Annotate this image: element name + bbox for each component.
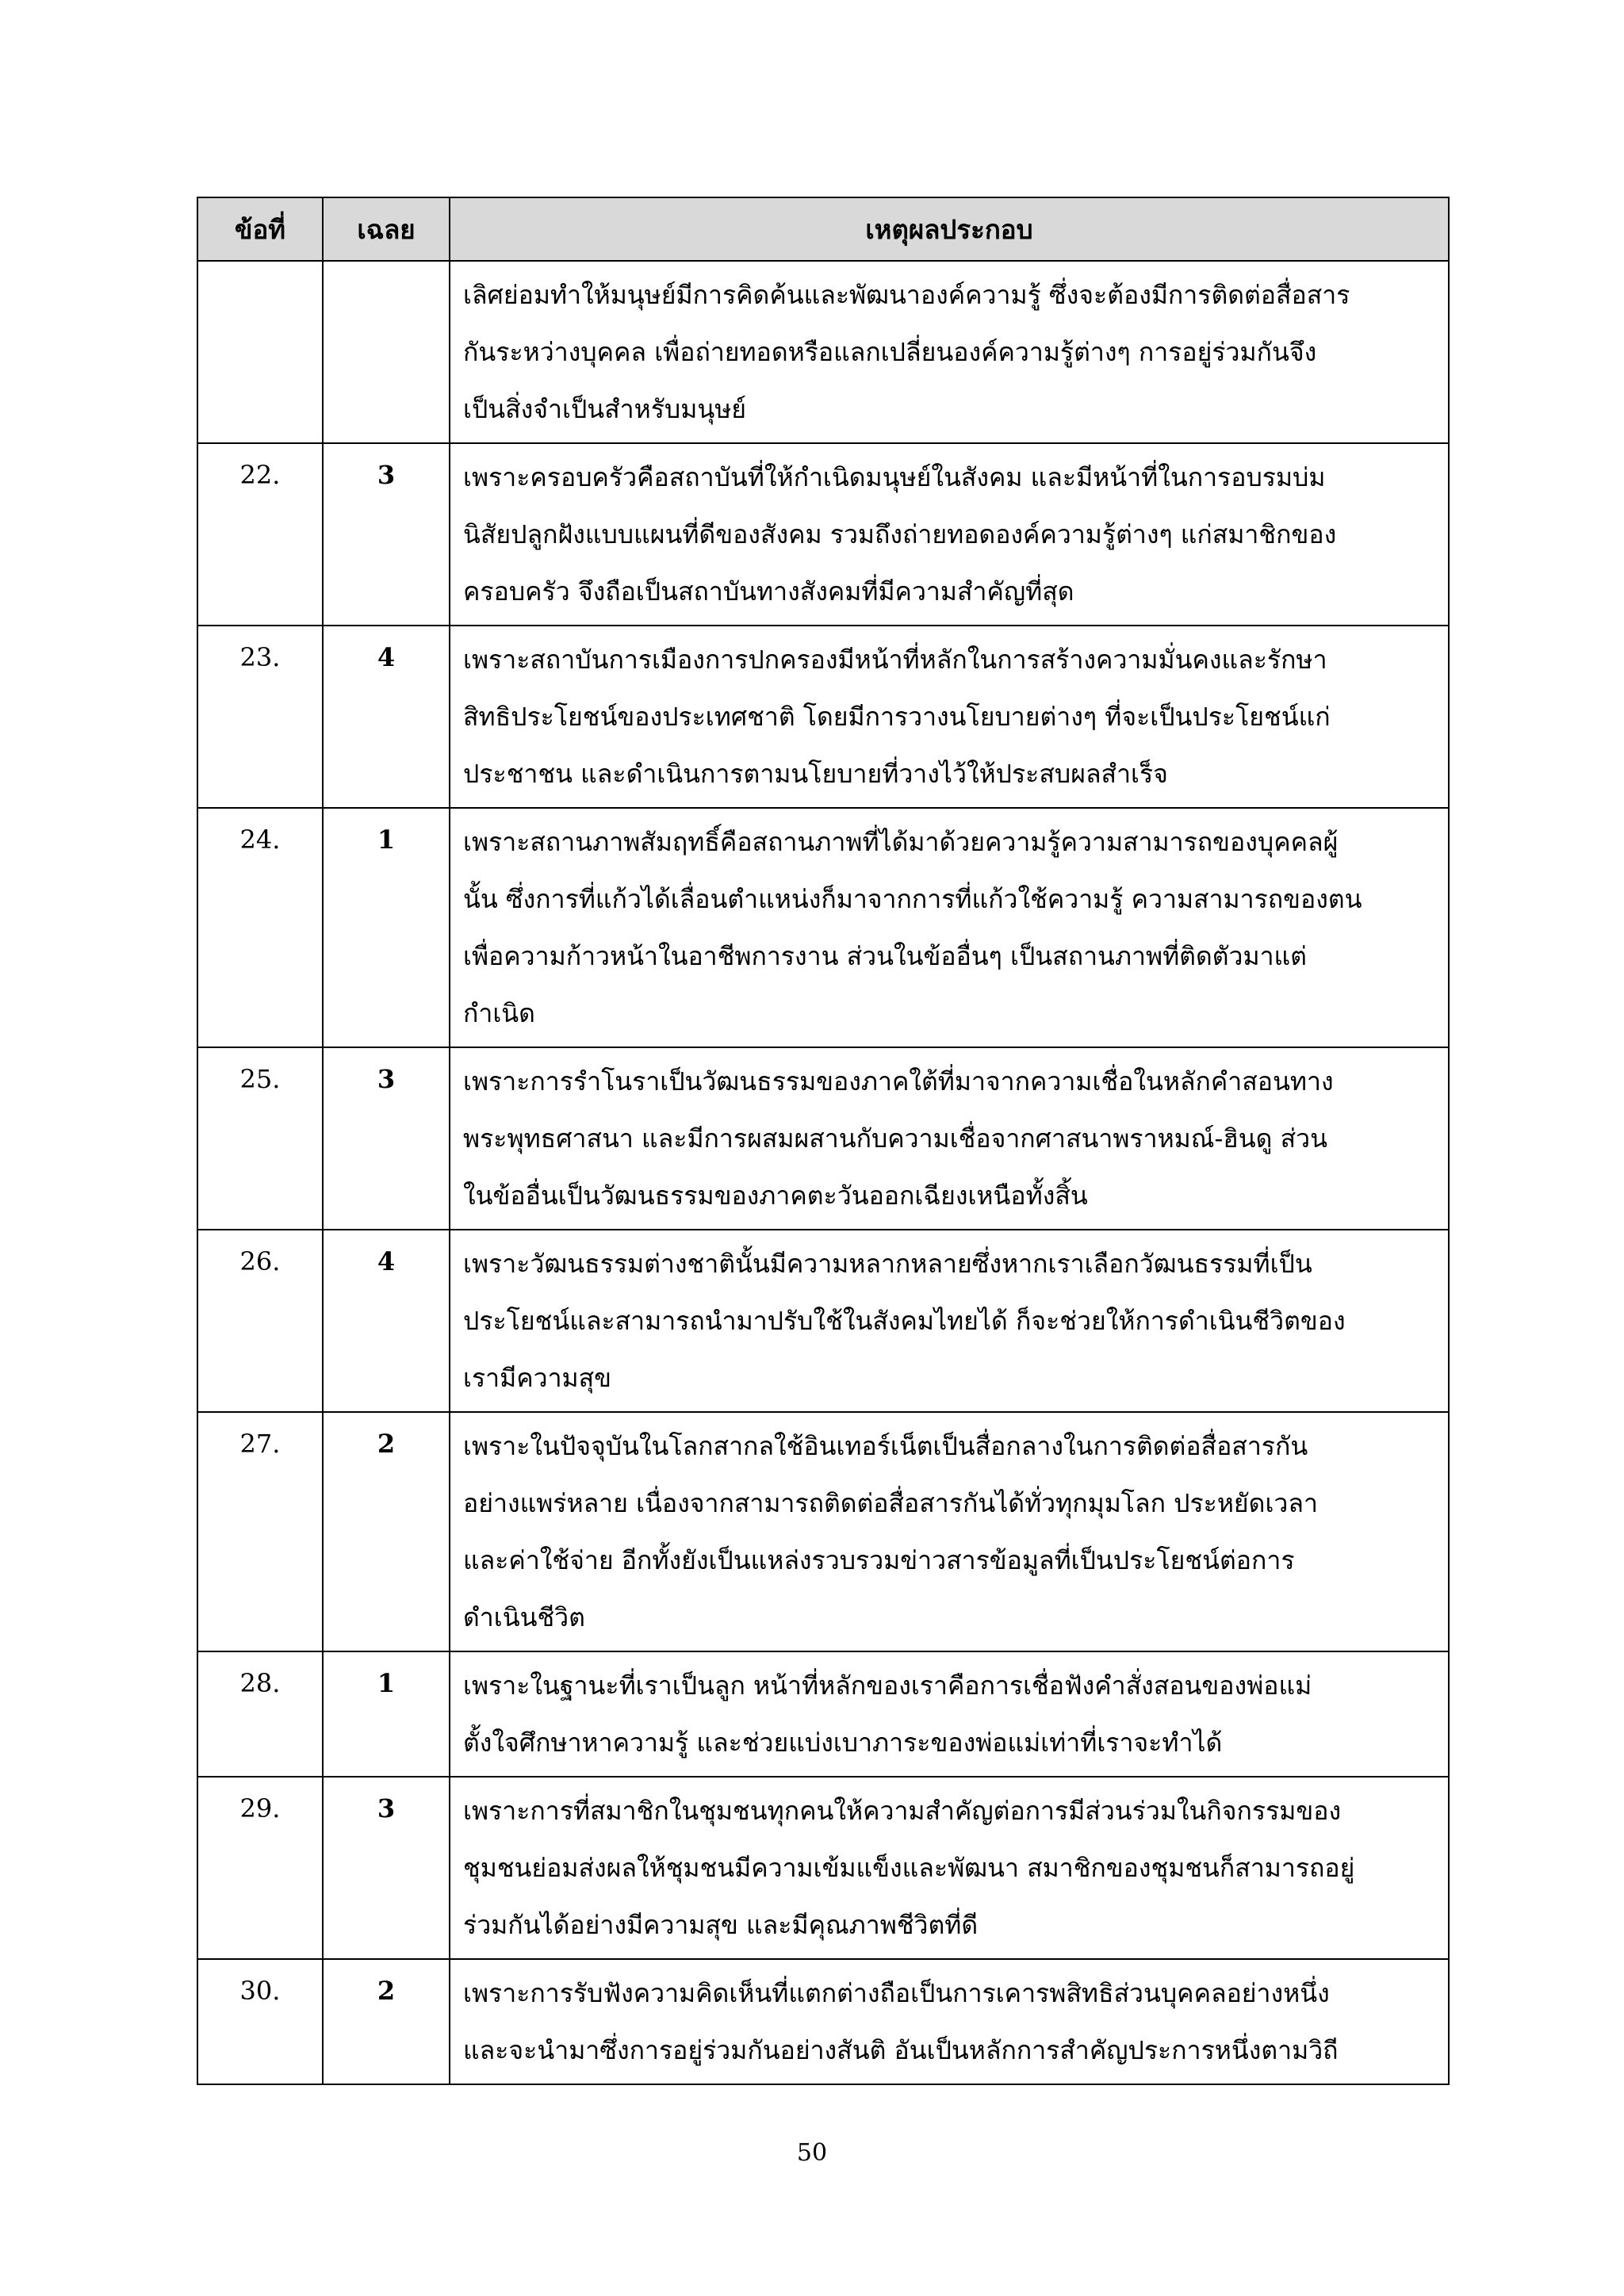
answer-value: 3 — [323, 1047, 450, 1230]
reason-line: อย่างแพร่หลาย เนื่องจากสามารถติดต่อสื่อสารกันได้ทั่วทุกมุมโลก ประหยัดเวลา — [463, 1488, 1318, 1518]
reason-line: ตั้งใจศึกษาหาความรู้ และช่วยแบ่งเบาภาระของพ่อแม่เท่าที่เราจะทำได้ — [463, 1728, 1223, 1758]
reason-line: เพราะในปัจจุบันในโลกสากลใช้อินเทอร์เน็ตเป็นสื่อกลางในการติดต่อสื่อสารกัน — [463, 1431, 1308, 1461]
reason-line: พระพุทธศาสนา และมีการผสมผสานกับความเชื่อจากศาสนาพราหมณ์-ฮินดู ส่วน — [463, 1123, 1327, 1154]
reason-line: ชุมชนย่อมส่งผลให้ชุมชนมีความเข้มแข็งและพัฒนา สมาชิกของชุมชนก็สามารถอยู่ — [463, 1853, 1355, 1883]
answer-value: 3 — [323, 443, 450, 626]
item-number: 29. — [197, 1777, 323, 1959]
reason-line: ประโยชน์และสามารถนำมาปรับใช้ในสังคมไทยได้ ก็จะช่วยให้การดำเนินชีวิตของ — [463, 1306, 1346, 1336]
answer-value: 1 — [323, 808, 450, 1047]
table-row — [197, 443, 1449, 626]
header-answer: เฉลย — [323, 197, 450, 261]
reason-line: เพราะการที่สมาชิกในชุมชนทุกคนให้ความสำคัญต่อการมีส่วนร่วมในกิจกรรมของ — [463, 1796, 1342, 1826]
reason-line: เป็นสิ่งจำเป็นสำหรับมนุษย์ — [463, 394, 747, 424]
reason-line: ร่วมกันได้อย่างมีความสุข และมีคุณภาพชีวิตที่ดี — [463, 1910, 979, 1940]
table-row — [197, 1959, 1449, 2084]
answer-value: 2 — [323, 1412, 450, 1651]
table-body — [197, 261, 1449, 2084]
reason-line: ประชาชน และดำเนินการตามนโยบายที่วางไว้ให้ประสบผลสำเร็จ — [463, 759, 1168, 789]
item-number: 28. — [197, 1651, 323, 1777]
reason-line: นิสัยปลูกฝังแบบแผนที่ดีของสังคม รวมถึงถ่ายทอดองค์ความรู้ต่างๆ แก่สมาชิกของ — [463, 519, 1337, 549]
reason-line: ในข้ออื่นเป็นวัฒนธรรมของภาคตะวันออกเฉียงเหนือทั้งสิ้น — [463, 1181, 1088, 1211]
item-number: 25. — [197, 1047, 323, 1230]
reason-text — [450, 1047, 1449, 1230]
reason-line: และค่าใช้จ่าย อีกทั้งยังเป็นแหล่งรวบรวมข่าวสารข้อมูลที่เป็นประโยชน์ต่อการ — [463, 1545, 1295, 1575]
reason-line: สิทธิประโยชน์ของประเทศชาติ โดยมีการวางนโยบายต่างๆ ที่จะเป็นประโยชน์แก่ — [463, 702, 1331, 732]
reason-text — [450, 1651, 1449, 1777]
reason-text — [450, 1412, 1449, 1651]
page-number: 50 — [796, 2139, 828, 2167]
item-number: 24. — [197, 808, 323, 1047]
reason-line: เพราะสถาบันการเมืองการปกครองมีหน้าที่หลักในการสร้างความมั่นคงและรักษา — [463, 645, 1327, 675]
header-reason: เหตุผลประกอบ — [450, 197, 1449, 261]
item-number: 23. — [197, 626, 323, 808]
reason-line: เลิศย่อมทำให้มนุษย์มีการคิดค้นและพัฒนาองค์ความรู้ ซึ่งจะต้องมีการติดต่อสื่อสาร — [463, 280, 1350, 310]
table-row — [197, 1412, 1449, 1651]
reason-text — [450, 1959, 1449, 2084]
answer-value — [323, 261, 450, 443]
table-row — [197, 808, 1449, 1047]
reason-line: เพราะในฐานะที่เราเป็นลูก หน้าที่หลักของเราคือการเชื่อฟังคำสั่งสอนของพ่อแม่ — [463, 1670, 1312, 1701]
table-row — [197, 1777, 1449, 1959]
reason-line: เพราะการรับฟังความคิดเห็นที่แตกต่างถือเป็นการเคารพสิทธิส่วนบุคคลอย่างหนึ่ง — [463, 1978, 1330, 2008]
reason-line: เพราะการรำโนราเป็นวัฒนธรรมของภาคใต้ที่มาจากความเชื่อในหลักคำสอนทาง — [463, 1066, 1334, 1096]
reason-line: เพื่อความก้าวหน้าในอาชีพการงาน ส่วนในข้ออื่นๆ เป็นสถานภาพที่ติดตัวมาแต่ — [463, 941, 1307, 971]
reason-line: ดำเนินชีวิต — [463, 1602, 585, 1632]
answer-value: 4 — [323, 626, 450, 808]
item-number: 27. — [197, 1412, 323, 1651]
item-number: 26. — [197, 1230, 323, 1412]
reason-line: นั้น ซึ่งการที่แก้วได้เลื่อนตำแหน่งก็มาจากการที่แก้วใช้ความรู้ ความสามารถของตน — [463, 884, 1362, 914]
reason-line: กันระหว่างบุคคล เพื่อถ่ายทอดหรือแลกเปลี่ยนองค์ความรู้ต่างๆ การอยู่ร่วมกันจึง — [463, 337, 1317, 367]
item-number: 30. — [197, 1959, 323, 2084]
reason-text — [450, 626, 1449, 808]
reason-line: ครอบครัว จึงถือเป็นสถาบันทางสังคมที่มีความสำคัญที่สุด — [463, 576, 1074, 607]
answer-value: 3 — [323, 1777, 450, 1959]
header-item-number: ข้อที่ — [197, 197, 323, 261]
table-row — [197, 1651, 1449, 1777]
table-row — [197, 261, 1449, 443]
answer-key-table — [197, 197, 1450, 2085]
table-row — [197, 1230, 1449, 1412]
reason-line: และจะนำมาซึ่งการอยู่ร่วมกันอย่างสันติ อันเป็นหลักการสำคัญประการหนึ่งตามวิถี — [463, 2035, 1339, 2065]
table-header — [197, 197, 1449, 261]
reason-text — [450, 1230, 1449, 1412]
reason-line: เพราะสถานภาพสัมฤทธิ์คือสถานภาพที่ได้มาด้วยความรู้ความสามารถของบุคคลผู้ — [463, 827, 1339, 857]
item-number: 22. — [197, 443, 323, 626]
item-number — [197, 261, 323, 443]
reason-line: เพราะครอบครัวคือสถาบันที่ให้กำเนิดมนุษย์ในสังคม และมีหน้าที่ในการอบรมบ่ม — [463, 462, 1326, 492]
reason-line: เพราะวัฒนธรรมต่างชาตินั้นมีความหลากหลายซึ่งหากเราเลือกวัฒนธรรมที่เป็น — [463, 1249, 1312, 1279]
reason-text — [450, 808, 1449, 1047]
answer-value: 1 — [323, 1651, 450, 1777]
reason-line: เรามีความสุข — [463, 1363, 612, 1393]
table-row — [197, 1047, 1449, 1230]
answer-value: 2 — [323, 1959, 450, 2084]
reason-text — [450, 1777, 1449, 1959]
reason-text — [450, 443, 1449, 626]
answer-value: 4 — [323, 1230, 450, 1412]
reason-line: กำเนิด — [463, 998, 535, 1028]
table-row — [197, 626, 1449, 808]
header-row — [197, 197, 1449, 261]
reason-text — [450, 261, 1449, 443]
